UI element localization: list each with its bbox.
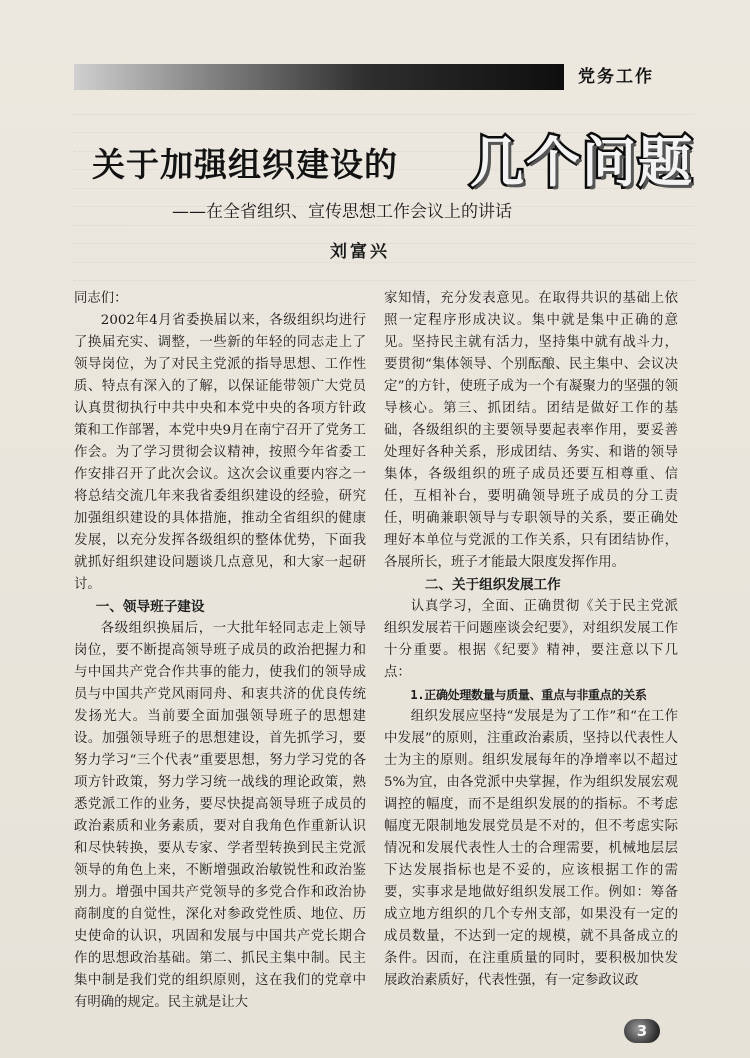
intro-paragraph: 2002年4月省委换届以来，各级组织均进行了换届充实、调整，一些新的年轻的同志走上了领导岗位，为了对民主党派的指导思想、工作性质、特点有深入的了解，以保证能带领广大党员认真贯彻执行中共中央和本党中央的各项方针政策和工作部署，本党中央9月在南宁召开了党务工作会。为了学习贯彻会议精神，按照今年省委工作安排召开了此次会议。这次会议重要内容之一将总结交流几年来我省委组织建设的经验，研究加强组织建设的具体措施，推动全省组织的健康发展，以充分发挥各级组织的整体优势，下面我就抓好组织建设问题谈几点意见，和大家一起研讨。 — [74, 313, 366, 592]
subsection-body: 组织发展应坚持“发展是为了工作”和“在工作中发展”的原则，注重政治素质，坚持以代表性人士为主的原则。组织发展每年的净增率以不超过5%为宜，由各党派中央掌握，作为组织发展宏观调控的幅度，而不是组织发展的的指标。不考虑幅度无限制地发展党员是不对的，但不考虑实际情况和发展代表性人士的合理需要，机械地层层下达发展指标也是不妥的，应该根据工作的需要，实事求是地做好组织发展工作。例如：筹备成立地方组织的几个专州支部，如果没有一定的成员数量，不达到一定的规模，就不具备成立的条件。因而，在注重质量的同时，要积极加快发展政治素质好，代表性强，有一定参政议政 — [384, 709, 678, 988]
section-label: 党务工作 — [578, 67, 654, 87]
column-right — [384, 288, 678, 992]
continuation-paragraph: 家知情，充分发表意见。在取得共识的基础上依照一定程序形成决议。集中就是集中正确的意见。坚持民主就有活力，坚持集中就有战斗力，要贯彻“集体领导、个别酝酿、民主集中、会议决定”的方针，使班子成为一个有凝聚力的坚强的领导核心。第三、抓团结。团结是做好工作的基础，各级组织的主要领导要起表率作用，要妥善处理好各种关系，形成团结、务实、和谐的领导集体，各级组织的班子成员还要互相尊重、信任，互相补台，要明确领导班子成员的分工责任，明确兼职领导与专职领导的关系，要正确处理好本单位与党派的工作关系，只有团结协作，各展所长，班子才能最大限度发挥作用。 — [384, 291, 678, 570]
article-title-emphasis: 几个问题 — [470, 131, 694, 194]
article-title: 关于加强组织建设的 — [92, 145, 398, 184]
salutation: 同志们： — [74, 291, 128, 306]
header-bar — [74, 64, 564, 90]
section-body-leadership: 各级组织换届后，一大批年轻同志走上领导岗位，要不断提高领导班子成员的政治把握力和与中国共产党合作共事的能力，使我们的领导成员与中国共产党风雨同舟、和衷共济的优良传统发扬光大。当前要全面加强领导班子的思想建设。加强领导班子的思想建设，首先抓学习，要努力学习“三个代表”重要思想，努力学习党的各项方针政策，努力学习统一战线的理论政策，熟悉党派工作的业务，要尽快提高领导班子成员的政治素质和业务素质，要对自我角色作重新认识和尽快转换，要从专家、学者型转换到民主党派领导的角色上来，不断增强政治敏锐性和政治鉴别力。增强中国共产党领导的多党合作和政治协商制度的自觉性，深化对参政党性质、地位、历史使命的认识，巩固和发展与中国共产党长期合作的思想政治基础。第二、抓民主集中制。民主集中制是我们党的组织原则，这在我们的党章中有明确的规定。民主就是让大 — [74, 621, 366, 1010]
column-left — [74, 288, 366, 1014]
section-heading-organization: 二、关于组织发展工作 — [424, 577, 561, 593]
section-heading-leadership: 一、领导班子建设 — [95, 599, 205, 615]
page-number: 3 — [624, 1019, 660, 1043]
section-body-organization: 认真学习，全面、正确贯彻《关于民主党派组织发展若干问题座谈会纪要》，对组织发展工作十分重要。根据《纪要》精神，要注意以下几点： — [384, 599, 678, 680]
article-subtitle: ——在全省组织、宣传思想工作会议上的讲话 — [172, 202, 512, 222]
subsection-heading: 1.正确处理数量与质量、重点与非重点的关系 — [410, 688, 647, 702]
author: 刘富兴 — [330, 242, 390, 262]
